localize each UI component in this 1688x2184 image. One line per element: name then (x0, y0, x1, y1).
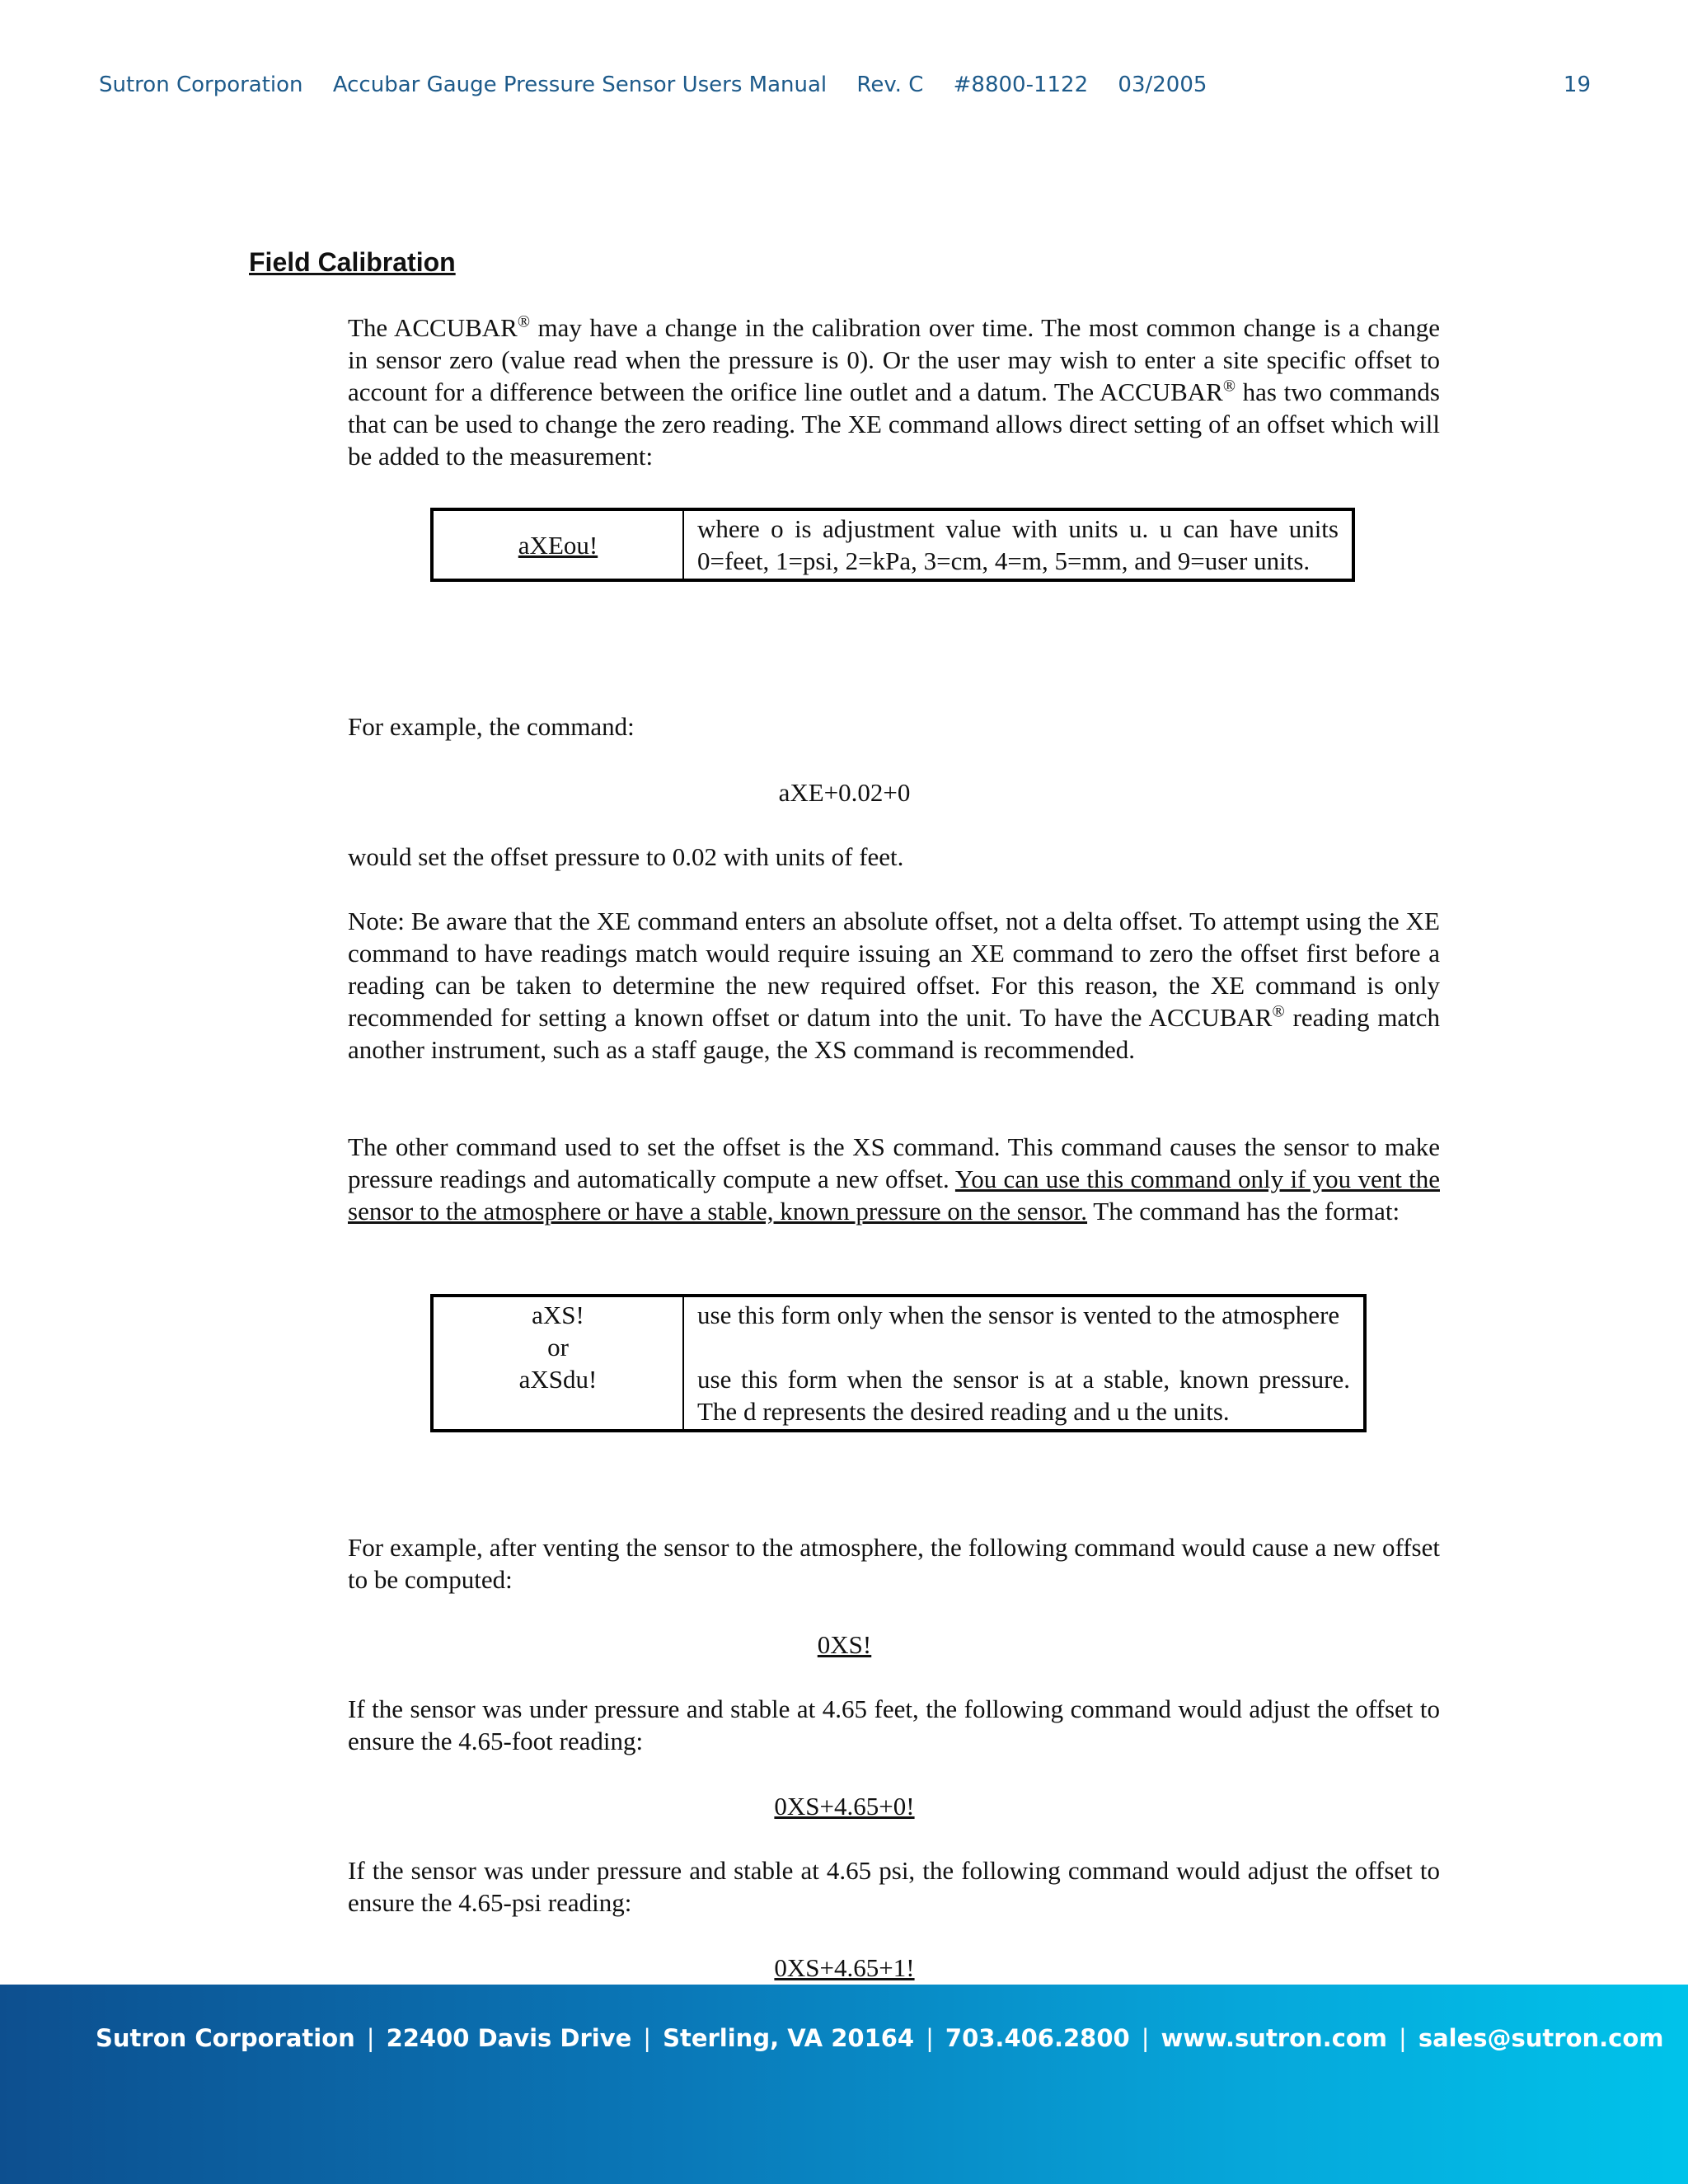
example4-command (348, 1952, 1341, 1984)
footer-separator: | (1399, 2024, 1407, 2052)
xs-warning-underlined: You can use this command only if you vent the sensor to the atmosphere or have a stable, known pressure on the sensor. (348, 1165, 1440, 1226)
footer-company: Sutron Corporation (96, 2024, 355, 2052)
example-command: aXE+0.02+0 (778, 778, 911, 807)
example-result: would set the offset pressure to 0.02 with units of feet. (348, 842, 904, 871)
page-header (99, 73, 1591, 102)
registered-mark: ® (517, 312, 531, 331)
footer-separator: | (366, 2024, 375, 2052)
footer-separator: | (643, 2024, 652, 2052)
footer-website: www.sutron.com (1160, 2024, 1388, 2052)
footer-contact (96, 2024, 1664, 2052)
example-intro: For example, the command: (348, 712, 635, 741)
footer-city: Sterling, VA 20164 (663, 2024, 915, 2052)
xs-text-b: The command has the format: (1087, 1197, 1400, 1226)
header-date: 03/2005 (1118, 73, 1207, 97)
registered-mark: ® (1222, 377, 1236, 396)
footer-separator: | (926, 2024, 934, 2052)
example2-command-text: 0XS! (817, 1630, 872, 1659)
example3-command-text: 0XS+4.65+0! (774, 1792, 915, 1821)
xs-command-vented: aXS! (532, 1301, 584, 1329)
note-text-b: reading match another instrument, such as a staff gauge, the XS command is recommended. (348, 1003, 1440, 1064)
section-title: Field Calibration (249, 247, 456, 277)
xs-command-known: aXSdu! (518, 1365, 598, 1394)
table-row (432, 1296, 1365, 1431)
xs-text-a: The other command used to set the offset is the XS command. This command causes the sensor to make pressure readings and automatically compute a new offset. (348, 1132, 1440, 1193)
table-row (432, 509, 1353, 580)
xe-command-table (430, 508, 1355, 582)
xs-desc-known: use this form when the sensor is at a stable, known pressure. The d represents the desired reading and u the units. (697, 1365, 1350, 1426)
intro-text-c: has two commands that can be used to change the zero reading. The XE command allows direct setting of an offset which will be added to the measurement: (348, 377, 1440, 471)
header-doc-number: #8800-1122 (953, 73, 1089, 97)
header-company: Sutron Corporation (99, 73, 303, 97)
footer-separator: | (1141, 2024, 1150, 2052)
xe-command-description: where o is adjustment value with units u. u can have units 0=feet, 1=psi, 2=kPa, 3=cm, 4=m, 5=mm, and 9=user units. (683, 509, 1353, 580)
xe-command-cell (432, 509, 683, 580)
header-revision: Rev. C (856, 73, 924, 97)
intro-paragraph (348, 312, 1440, 472)
registered-mark: ® (1272, 1002, 1285, 1021)
example3-command (348, 1790, 1341, 1822)
intro-text-b: may have a change in the calibration over time. The most common change is a change in sensor zero (value read when the pressure is 0). Or the user may wish to enter a site specific offset to account for a difference between the orifice line outlet and a datum. The ACCUBAR (348, 313, 1441, 406)
example4-intro: If the sensor was under pressure and stable at 4.65 psi, the following command would adjust the offset to ensure the 4.65-psi reading: (348, 1856, 1440, 1917)
footer-address: 22400 Davis Drive (386, 2024, 632, 2052)
footer-email: sales@sutron.com (1418, 2024, 1664, 2052)
note-paragraph (348, 905, 1440, 1066)
intro-text-a: The ACCUBAR (348, 313, 518, 342)
xe-command-syntax: aXEou! (518, 530, 598, 560)
footer-phone: 703.406.2800 (945, 2024, 1130, 2052)
header-manual-title: Accubar Gauge Pressure Sensor Users Manual (332, 73, 828, 97)
example3-intro: If the sensor was under pressure and stable at 4.65 feet, the following command would adjust the offset to ensure the 4.65-foot reading: (348, 1694, 1440, 1755)
example2-intro: For example, after venting the sensor to the atmosphere, the following command would cause a new offset to be computed: (348, 1533, 1440, 1594)
xs-command-description (683, 1296, 1365, 1431)
page-number: 19 (1563, 73, 1591, 97)
xs-command-or: or (547, 1333, 569, 1361)
example2-command (348, 1629, 1341, 1661)
spacer (697, 1331, 1350, 1363)
page-footer (0, 1985, 1688, 2184)
xs-command-table (430, 1294, 1367, 1432)
example4-command-text: 0XS+4.65+1! (774, 1953, 915, 1982)
xs-desc-vented: use this form only when the sensor is vented to the atmosphere (697, 1301, 1340, 1329)
note-text-a: Note: Be aware that the XE command enters an absolute offset, not a delta offset. To attempt using the XE command to have readings match would require issuing an XE command to zero the offset first before a reading can be taken to determine the new required offset. For this reason, the XE command is only recommended for setting a known offset or datum into the unit. To have the ACCUBAR (348, 907, 1440, 1032)
xs-paragraph (348, 1131, 1440, 1227)
xs-command-cell (432, 1296, 683, 1431)
